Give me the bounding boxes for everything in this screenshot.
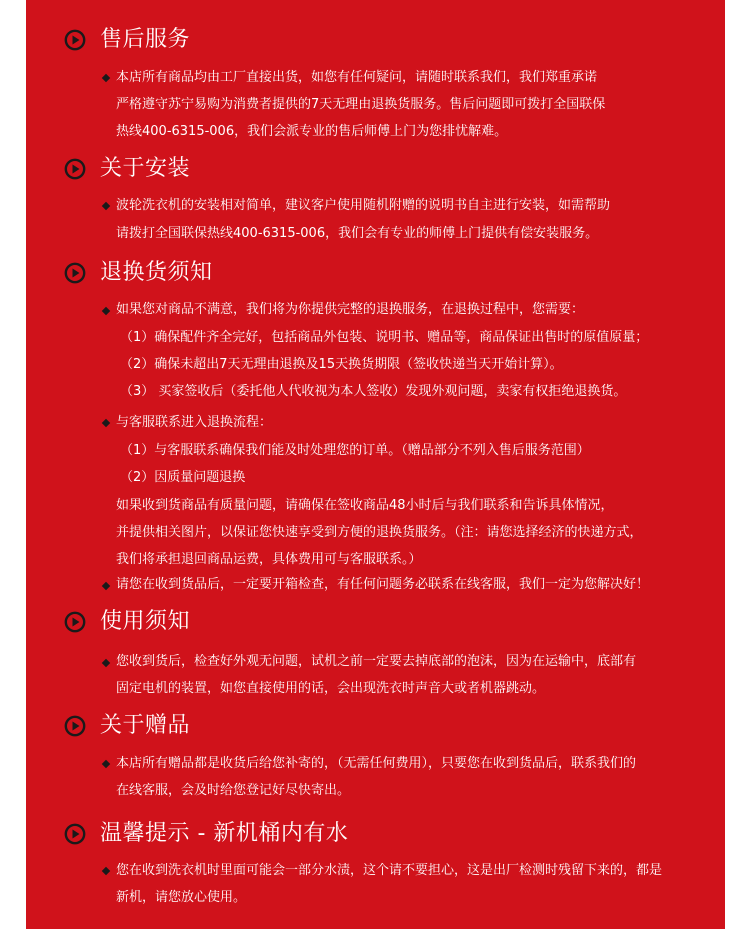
section-header xyxy=(64,258,213,288)
section-title: 售后服务 xyxy=(100,27,191,52)
section-text-line: （1）与客服联系确保我们能及时处理您的订单。（赠品部分不列入售后服务范围） xyxy=(120,443,590,458)
section-text-line: （3） 买家签收后（委托他人代收视为本人签收）发现外观问题，卖家有权拒绝退换货。 xyxy=(120,384,627,399)
section-text-line: 您收到货后，检查好外观无问题，试机之前一定要去掉底部的泡沫，因为在运输中，底部有 xyxy=(116,654,637,669)
section-text-line: 本店所有赠品都是收货后给您补寄的，（无需任何费用），只要您在收到货品后，联系我们的 xyxy=(116,756,637,771)
diamond-bullet-icon xyxy=(102,202,110,210)
section-header xyxy=(64,711,190,741)
play-circle-icon xyxy=(64,611,86,633)
play-circle-icon xyxy=(64,262,86,284)
section-text-line: 新机，请您放心使用。 xyxy=(116,890,247,905)
section-title: 关于赠品 xyxy=(100,713,191,738)
section-text-line: 波轮洗衣机的安装相对简单，建议客户使用随机附赠的说明书自主进行安装，如需帮助 xyxy=(116,198,611,213)
diamond-bullet-icon xyxy=(102,74,110,82)
section-text-line: （2）确保未超出7天无理由退换及15天换货期限（签收快递当天开始计算）。 xyxy=(120,357,563,372)
section-text-line: 与客服联系进入退换流程： xyxy=(116,415,273,430)
section-text-line: 您在收到洗衣机时里面可能会一部分水渍，这个请不要担心，这是出厂检测时残留下来的，都是 xyxy=(116,863,663,878)
section-text-line: 严格遵守苏宁易购为消费者提供的7天无理由退换货服务。售后问题即可拨打全国联保 xyxy=(116,97,606,112)
play-circle-icon xyxy=(64,823,86,845)
info-panel xyxy=(26,0,725,929)
diamond-bullet-icon xyxy=(102,582,110,590)
section-text-line: 如果收到货商品有质量问题，请确保在签收商品48小时后与我们联系和告诉具体情况， xyxy=(116,498,614,513)
diamond-bullet-icon xyxy=(102,307,110,315)
play-circle-icon xyxy=(64,158,86,180)
play-circle-icon xyxy=(64,715,86,737)
section-header xyxy=(64,607,190,637)
diamond-bullet-icon xyxy=(102,659,110,667)
diamond-bullet-icon xyxy=(102,419,110,427)
section-text-line: （1）确保配件齐全完好，包括商品外包装、说明书、赠品等，商品保证出售时的原值原量； xyxy=(120,330,649,345)
section-text-line: 请拨打全国联保热线400-6315-006，我们会有专业的师傅上门提供有偿安装服务。 xyxy=(116,226,599,241)
section-text-line: 热线400-6315-006，我们会派专业的售后师傅上门为您排忧解难。 xyxy=(116,124,508,139)
section-text-line: 我们将承担退回商品运费，具体费用可与客服联系。） xyxy=(116,552,422,567)
section-header xyxy=(64,25,190,55)
diamond-bullet-icon xyxy=(102,760,110,768)
section-text-line: 在线客服，会及时给您登记好尽快寄出。 xyxy=(116,783,351,798)
play-circle-icon xyxy=(64,29,86,51)
section-text-line: （2）因质量问题退换 xyxy=(120,470,246,485)
diamond-bullet-icon xyxy=(102,867,110,875)
section-title: 使用须知 xyxy=(100,609,191,634)
section-text-line: 本店所有商品均由工厂直接出货，如您有任何疑问，请随时联系我们，我们郑重承诺 xyxy=(116,70,598,85)
section-text-line: 请您在收到货品后，一定要开箱检查，有任何问题务必联系在线客服，我们一定为您解决好！ xyxy=(116,577,650,592)
section-title: 退换货须知 xyxy=(100,260,213,285)
section-header xyxy=(64,154,190,184)
section-text-line: 如果您对商品不满意，我们将为你提供完整的退换服务，在退换过程中，您需要： xyxy=(116,302,585,317)
section-text-line: 固定电机的装置，如您直接使用的话，会出现洗衣时声音大或者机器跳动。 xyxy=(116,681,546,696)
section-text-line: 并提供相关图片，以保证您快速享受到方便的退换货服务。（注：请您选择经济的快递方式， xyxy=(116,525,643,540)
section-title: 关于安装 xyxy=(100,156,191,181)
section-header xyxy=(64,819,348,849)
section-title: 温馨提示 - 新机桶内有水 xyxy=(100,821,349,846)
